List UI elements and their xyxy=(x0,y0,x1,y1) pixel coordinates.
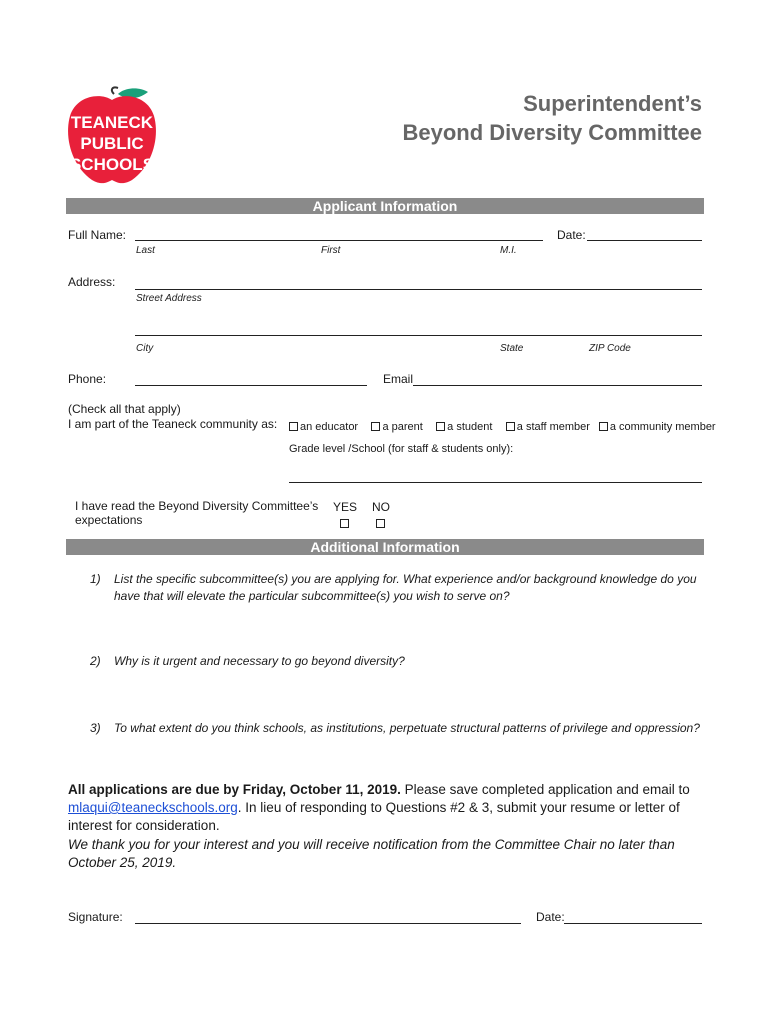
svg-text:PUBLIC: PUBLIC xyxy=(80,134,144,153)
svg-text:TEANECK: TEANECK xyxy=(70,113,154,132)
checkbox-yes[interactable] xyxy=(340,519,349,528)
phone-field[interactable] xyxy=(135,385,367,386)
check-all-note: (Check all that apply) xyxy=(68,402,181,416)
phone-label: Phone: xyxy=(68,372,107,386)
community-role-label: I am part of the Teaneck community as: xyxy=(68,417,278,431)
signature-label: Signature: xyxy=(68,910,123,924)
question-2-text: Why is it urgent and necessary to go beyond diversity? xyxy=(114,654,405,668)
title-line-1: Superintendent’s xyxy=(523,91,702,116)
expectations-line-2: expectations xyxy=(75,513,143,527)
community-options xyxy=(289,417,716,435)
section-header-applicant-info: Applicant Information xyxy=(66,198,704,214)
option-educator[interactable]: an educator xyxy=(289,421,358,433)
checkbox-student[interactable] xyxy=(436,422,445,431)
due-date-bold: All applications are due by Friday, October 11, 2019. xyxy=(68,782,401,797)
full-name-field[interactable] xyxy=(135,240,543,241)
middle-initial-caption: M.I. xyxy=(500,245,517,256)
date-field[interactable] xyxy=(587,240,702,241)
address-label: Address: xyxy=(68,275,116,289)
teaneck-schools-logo xyxy=(62,86,162,186)
section-header-additional-info: Additional Information xyxy=(66,539,704,555)
signature-field[interactable] xyxy=(135,923,521,924)
full-name-label: Full Name: xyxy=(68,228,127,242)
date-label: Date: xyxy=(557,228,586,242)
street-address-caption: Street Address xyxy=(136,293,202,304)
title-line-2: Beyond Diversity Committee xyxy=(402,120,702,145)
city-state-zip-field[interactable] xyxy=(135,335,702,336)
first-name-caption: First xyxy=(321,245,341,256)
signature-date-label: Date: xyxy=(536,910,565,924)
question-1-number: 1) xyxy=(90,572,101,586)
option-student[interactable]: a student xyxy=(436,421,492,433)
thank-you-paragraph: We thank you for your interest and you will receive notification from the Committee Chair no later than October 25, 2019. xyxy=(68,837,675,870)
option-community-member[interactable]: a community member xyxy=(599,421,716,433)
question-1-text: List the specific subcommittee(s) you are applying for. What experience and/or background knowledge do you have that will elevate the particular subcommittee(s) you wish to serve on? xyxy=(114,572,697,603)
email-label: Email xyxy=(383,372,414,386)
signature-date-field[interactable] xyxy=(564,923,702,924)
grade-level-field[interactable] xyxy=(289,482,702,483)
question-3-number: 3) xyxy=(90,721,101,735)
state-caption: State xyxy=(500,343,524,354)
checkbox-parent[interactable] xyxy=(371,422,380,431)
yes-label: YES xyxy=(333,500,358,514)
checkbox-educator[interactable] xyxy=(289,422,298,431)
checkbox-no[interactable] xyxy=(376,519,385,528)
option-parent[interactable]: a parent xyxy=(371,421,422,433)
grade-level-label: Grade level /School (for staff & students only): xyxy=(289,443,514,455)
checkbox-community-member[interactable] xyxy=(599,422,608,431)
expectations-line-1: I have read the Beyond Diversity Committee’s xyxy=(75,499,319,513)
city-caption: City xyxy=(136,343,154,354)
no-label: NO xyxy=(372,500,390,514)
due-date-paragraph: All applications are due by Friday, October 11, 2019. Please save completed application and email to mlaqui@teaneckschools.org. In lieu of responding to Questions #2 & 3, submit your resume or letter of interest for consideration. xyxy=(68,782,690,833)
street-address-field[interactable] xyxy=(135,289,702,290)
option-staff[interactable]: a staff member xyxy=(506,421,590,433)
apple-logo-graphic xyxy=(62,86,162,186)
last-name-caption: Last xyxy=(136,245,155,256)
email-field[interactable] xyxy=(413,385,702,386)
checkbox-staff[interactable] xyxy=(506,422,515,431)
question-3-text: To what extent do you think schools, as institutions, perpetuate structural patterns of privilege and oppression? xyxy=(114,721,700,735)
email-link[interactable]: mlaqui@teaneckschools.org xyxy=(68,800,238,815)
zip-caption: ZIP Code xyxy=(589,343,631,354)
page-title xyxy=(402,89,702,147)
svg-text:SCHOOLS: SCHOOLS xyxy=(69,155,155,174)
question-2-number: 2) xyxy=(90,654,101,668)
